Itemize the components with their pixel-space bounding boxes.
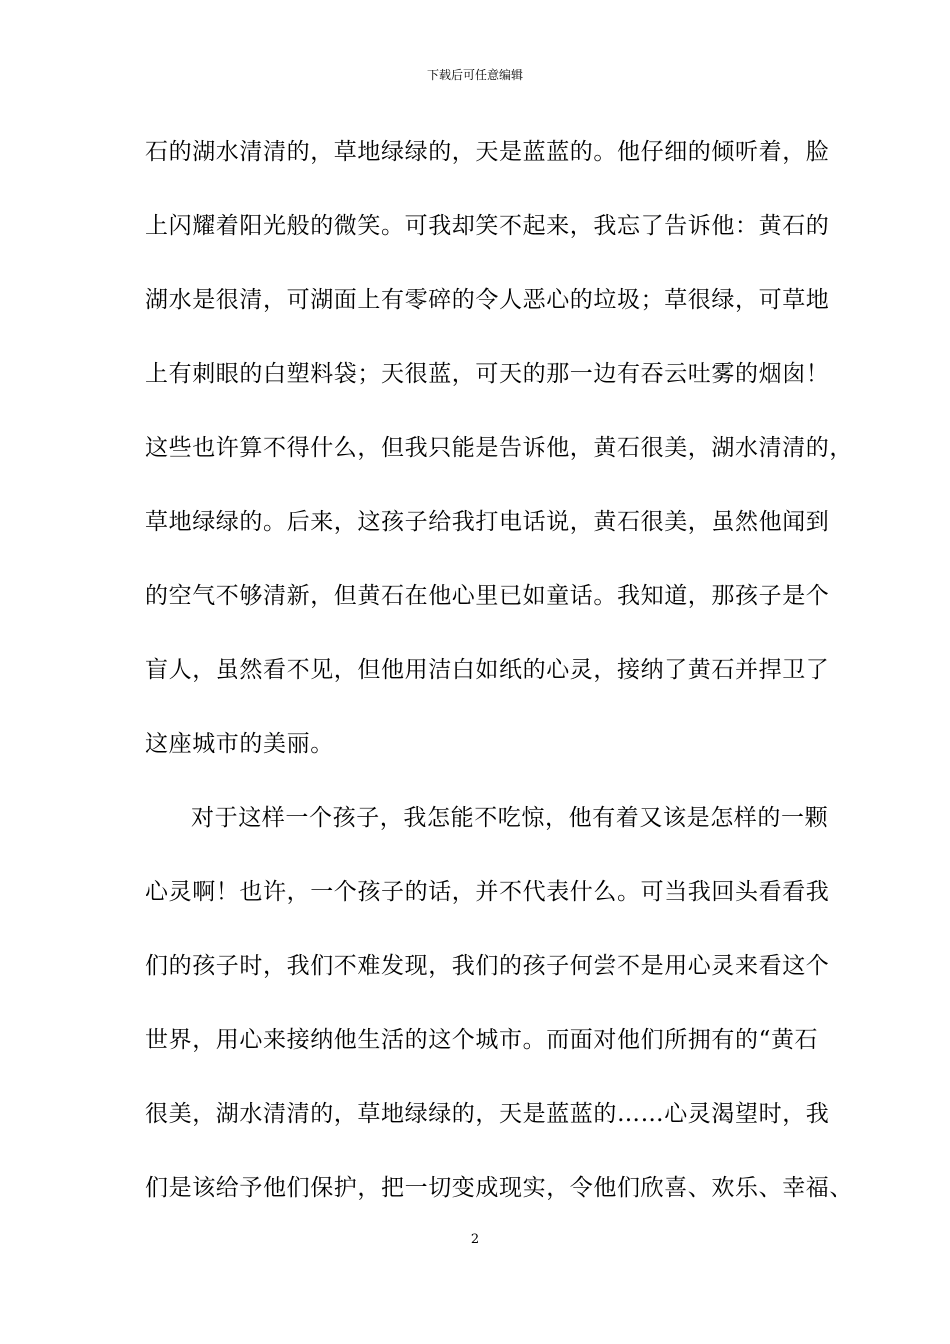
text-line: 这些也许算不得什么，但我只能是告诉他，黄石很美，湖水清清的， — [145, 435, 853, 461]
text-line: 很美，湖水清清的，草地绿绿的，天是蓝蓝的……心灵渴望时，我 — [145, 1101, 830, 1127]
text-line: 们是该给予他们保护，把一切变成现实，令他们欣喜、欢乐、幸福、 — [145, 1175, 853, 1201]
text-line: 这座城市的美丽。 — [145, 731, 334, 757]
page-header: 下载后可任意编辑 — [426, 68, 523, 82]
text-line: 心灵啊！也许，一个孩子的话，并不代表什么。可当我回头看看我 — [145, 879, 830, 905]
text-line: 们的孩子时，我们不难发现，我们的孩子何尝不是用心灵来看这个 — [145, 953, 830, 979]
text-line: 上有刺眼的白塑料袋；天很蓝，可天的那一边有吞云吐雾的烟囱！ — [145, 361, 830, 387]
text-line: 石的湖水清清的，草地绿绿的，天是蓝蓝的。他仔细的倾听着，脸 — [145, 139, 830, 165]
paragraph-start-line: 对于这样一个孩子，我怎能不吃惊，他有着又该是怎样的一颗 — [191, 805, 829, 831]
body-text — [145, 131, 853, 1241]
text-line: 的空气不够清新，但黄石在他心里已如童话。我知道，那孩子是个 — [145, 583, 830, 609]
text-line: 世界，用心来接纳他生活的这个城市。而面对他们所拥有的“黄石 — [145, 1027, 819, 1053]
text-line: 湖水是很清，可湖面上有零碎的令人恶心的垃圾；草很绿，可草地 — [145, 287, 830, 313]
text-line: 上闪耀着阳光般的微笑。可我却笑不起来，我忘了告诉他：黄石的 — [145, 213, 830, 239]
text-line: 盲人，虽然看不见，但他用洁白如纸的心灵，接纳了黄石并捍卫了 — [145, 657, 830, 683]
text-line: 草地绿绿的。后来，这孩子给我打电话说，黄石很美，虽然他闻到 — [145, 509, 830, 535]
page-number: 2 — [470, 1232, 480, 1247]
